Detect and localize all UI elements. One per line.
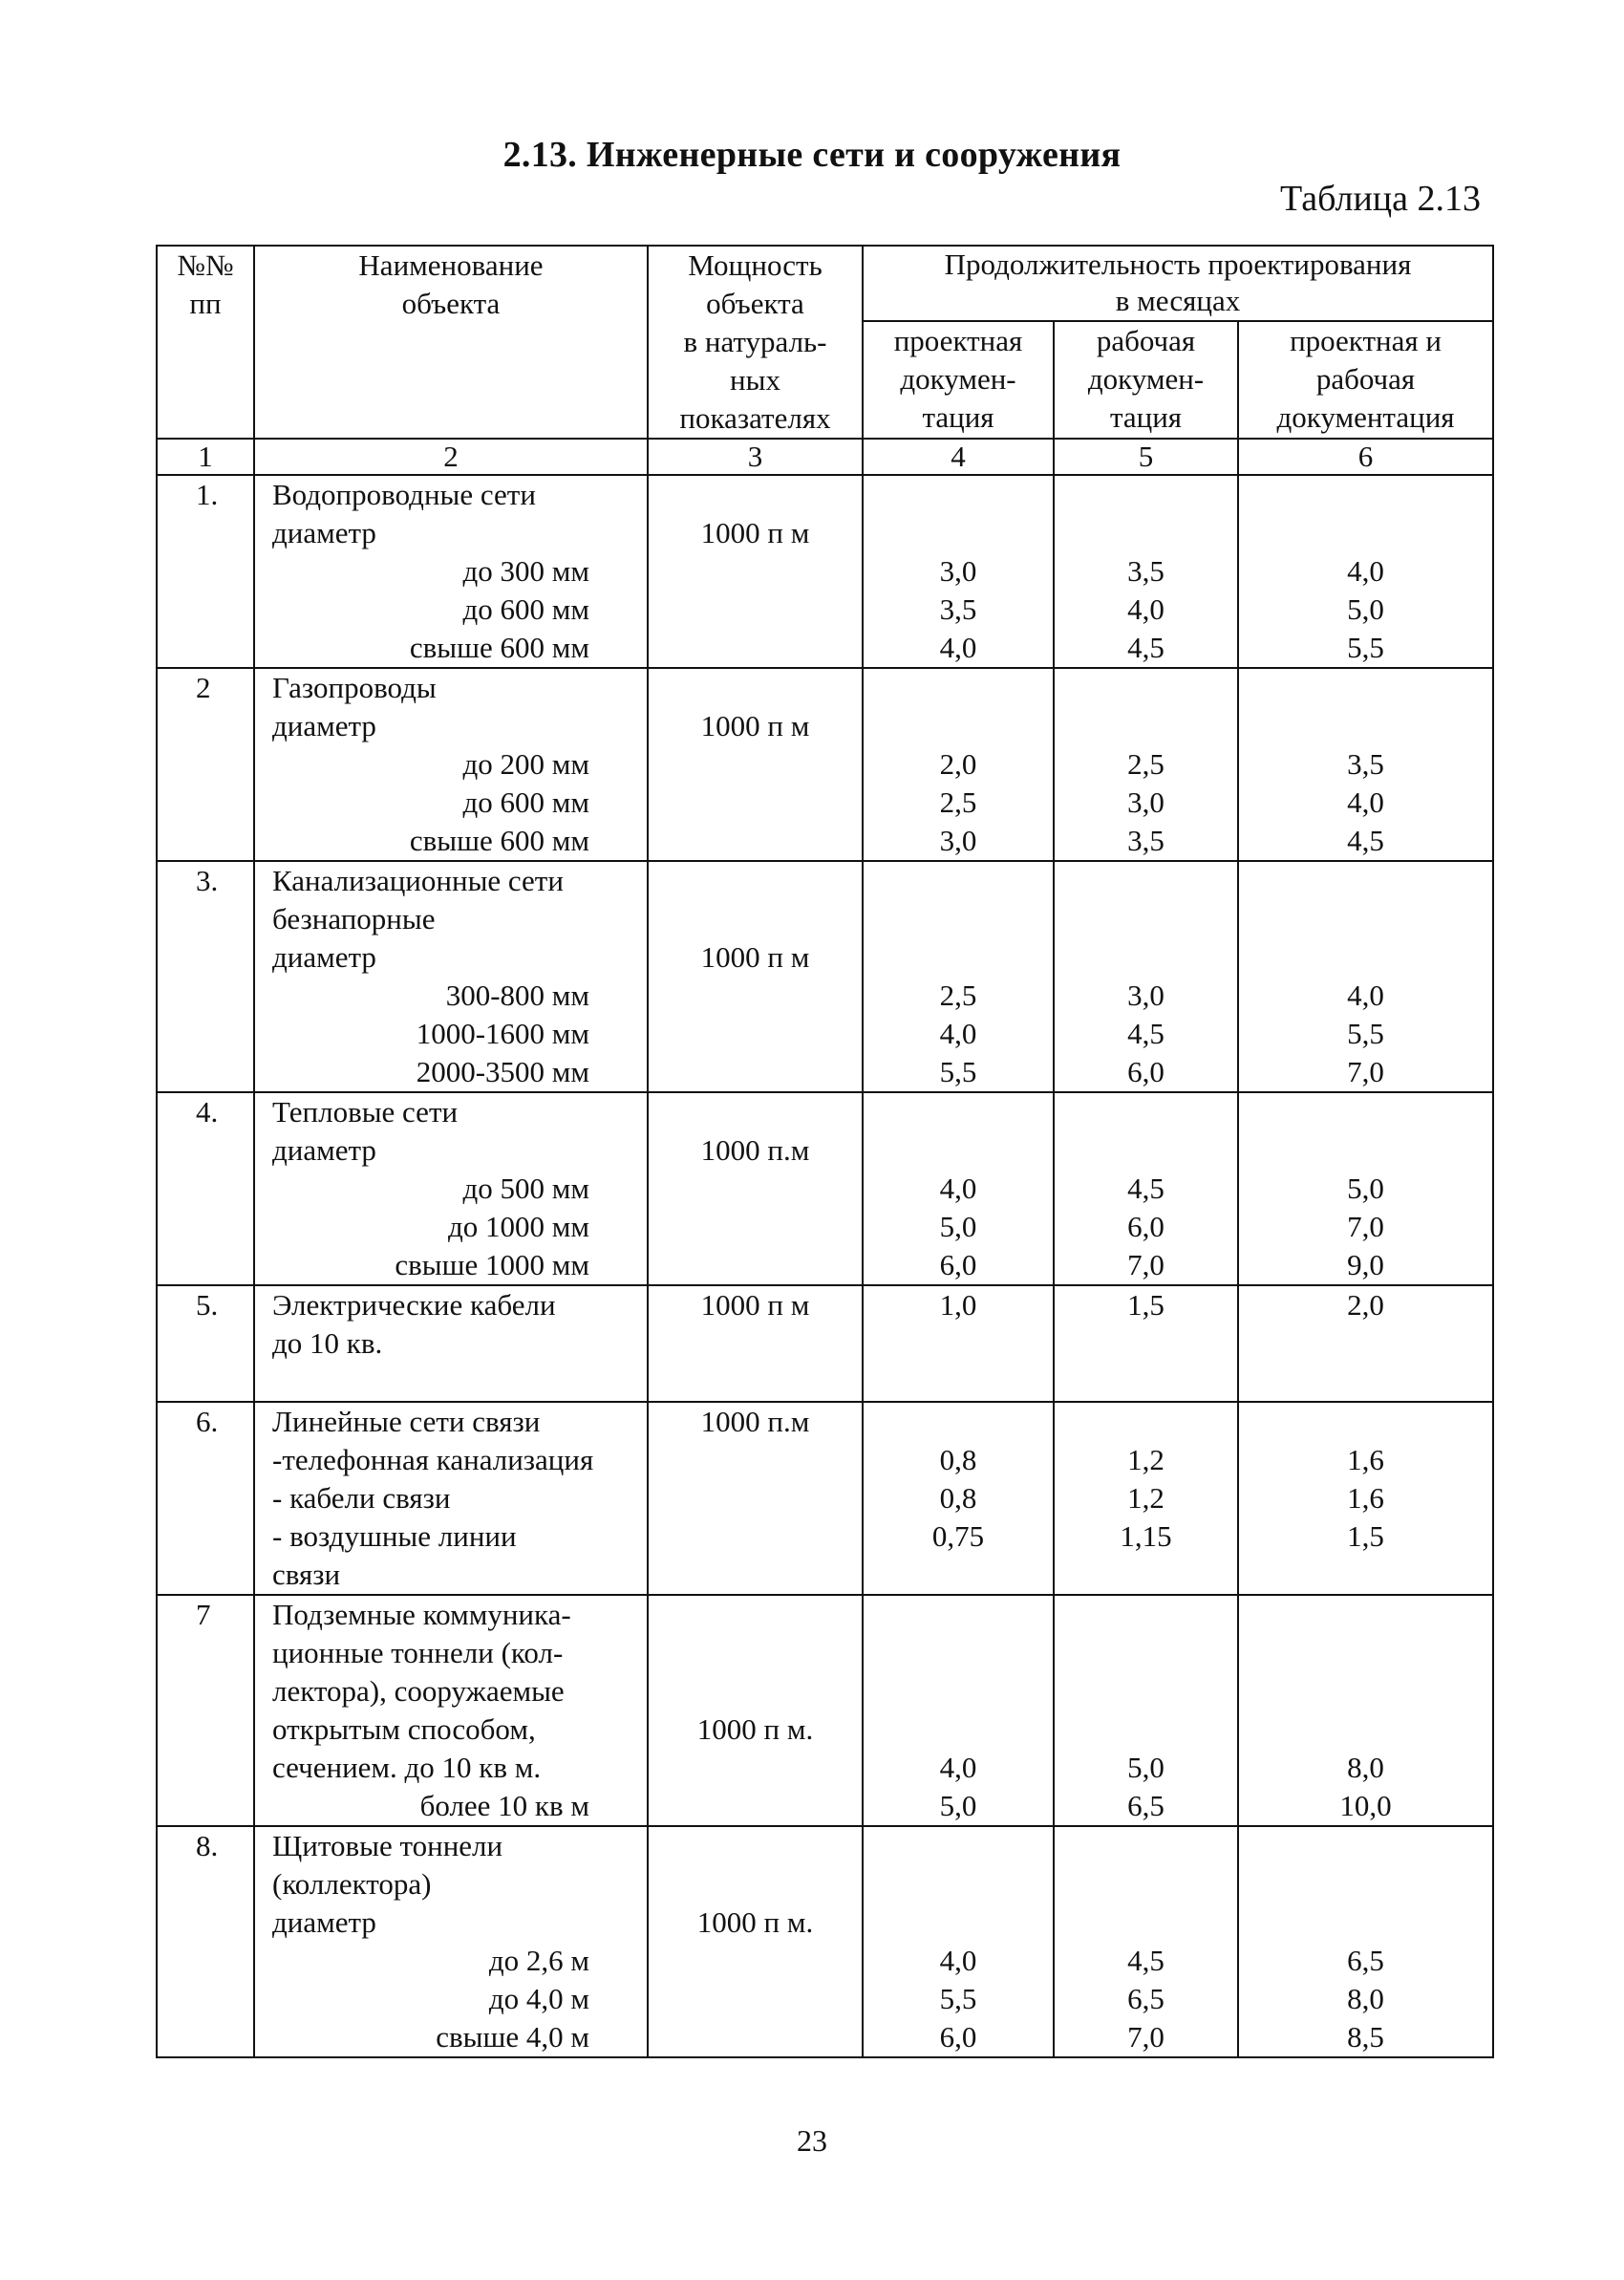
working-doc-value: 6,0 — [1127, 1210, 1165, 1243]
both-doc-value: 9,0 — [1347, 1248, 1384, 1281]
row-number: 1. — [157, 475, 254, 668]
diameter-label: свыше 600 мм — [409, 631, 589, 664]
object-name-cell — [254, 861, 648, 1092]
object-name: Электрические кабели — [272, 1288, 556, 1322]
both-doc-value: 4,5 — [1347, 824, 1384, 857]
header-working-doc-cell — [1054, 321, 1238, 439]
header-duration-line: Продолжительность проектирования — [944, 247, 1412, 281]
column-number: 2 — [254, 439, 648, 475]
project-doc-value: 4,0 — [939, 1017, 977, 1050]
capacity-value: 1000 п м — [700, 516, 810, 549]
capacity-cell — [648, 1402, 863, 1595]
capacity-cell — [648, 1285, 863, 1402]
capacity-cell — [648, 475, 863, 668]
column-number: 1 — [157, 439, 254, 475]
project-doc-cell — [863, 668, 1054, 861]
project-doc-value: 6,0 — [939, 1248, 977, 1281]
object-name: диаметр — [272, 940, 376, 974]
header-project-line: проектная — [893, 323, 1023, 357]
header-duration-line: в месяцах — [1115, 284, 1241, 317]
object-name-cell — [254, 1092, 648, 1285]
both-doc-cell — [1238, 1826, 1493, 2057]
object-name: ционные тоннели (кол- — [272, 1636, 564, 1669]
object-name: Водопроводные сети — [272, 478, 536, 511]
working-doc-value: 6,5 — [1127, 1789, 1165, 1822]
object-name: диаметр — [272, 516, 376, 549]
both-doc-value: 4,0 — [1347, 554, 1384, 588]
object-name-cell — [254, 475, 648, 668]
project-doc-value: 5,0 — [939, 1789, 977, 1822]
working-doc-value: 4,5 — [1127, 1172, 1165, 1205]
working-doc-value: 4,0 — [1127, 592, 1165, 626]
both-doc-value: 4,0 — [1347, 785, 1384, 819]
working-doc-value: 1,15 — [1120, 1519, 1172, 1553]
header-working-line: тация — [1109, 399, 1183, 434]
project-doc-value: 2,0 — [939, 747, 977, 781]
diameter-label: до 600 мм — [462, 592, 589, 626]
object-name-cell — [254, 1826, 648, 2057]
sub-item-label: сечением. до 10 кв м. — [272, 1751, 542, 1784]
project-doc-cell — [863, 1402, 1054, 1595]
header-working-line: докумен- — [1087, 361, 1205, 396]
diameter-label: свыше 4,0 м — [436, 2020, 589, 2054]
object-name: диаметр — [272, 1905, 376, 1939]
sub-item-label: - воздушные линии — [272, 1519, 517, 1553]
header-working-line: рабочая — [1096, 323, 1196, 357]
diameter-label: 2000-3500 мм — [416, 1055, 589, 1088]
both-doc-value: 2,0 — [1347, 1288, 1384, 1322]
column-number: 6 — [1238, 439, 1493, 475]
working-doc-value: 3,5 — [1127, 824, 1165, 857]
table-label: Таблица 2.13 — [1279, 179, 1481, 219]
sub-item-label: связи — [272, 1558, 341, 1591]
diameter-label: до 600 мм — [462, 785, 589, 819]
table-header-row — [157, 246, 1493, 321]
project-doc-value: 3,5 — [939, 592, 977, 626]
header-name-cell — [254, 246, 648, 439]
capacity-cell — [648, 1826, 863, 2057]
object-name-cell — [254, 1285, 648, 1402]
both-doc-value: 8,0 — [1347, 1982, 1384, 2015]
object-name: (коллектора) — [272, 1867, 432, 1901]
working-doc-value: 7,0 — [1127, 1248, 1165, 1281]
project-doc-value: 0,8 — [939, 1481, 977, 1515]
object-name: лектора), сооружаемые — [272, 1674, 565, 1708]
both-doc-value: 5,0 — [1347, 1172, 1384, 1205]
both-doc-value: 5,5 — [1347, 631, 1384, 664]
project-doc-value: 1,0 — [939, 1288, 977, 1322]
project-doc-value: 0,75 — [931, 1519, 985, 1553]
object-name: Щитовые тоннели — [272, 1829, 503, 1862]
header-name-line: объекта — [401, 287, 501, 320]
row-number: 3. — [157, 861, 254, 1092]
section-heading: 2.13. Инженерные сети и сооружения — [502, 135, 1122, 175]
diameter-label: свыше 600 мм — [409, 824, 589, 857]
working-doc-cell — [1054, 861, 1238, 1092]
both-doc-cell — [1238, 1285, 1493, 1402]
object-name: Канализационные сети — [272, 864, 564, 897]
table-row-communication-lines — [157, 1402, 1493, 1595]
capacity-cell — [648, 1595, 863, 1826]
header-both-line: документация — [1276, 399, 1455, 434]
object-name-cell — [254, 1402, 648, 1595]
diameter-label: до 300 мм — [462, 554, 589, 588]
both-doc-cell — [1238, 1595, 1493, 1826]
project-doc-value: 5,5 — [939, 1055, 977, 1088]
both-doc-cell — [1238, 668, 1493, 861]
diameter-label: до 4,0 м — [488, 1982, 589, 2015]
both-doc-value: 1,6 — [1347, 1443, 1384, 1476]
row-number: 7 — [157, 1595, 254, 1826]
project-doc-value: 4,0 — [939, 1944, 977, 1977]
project-doc-value: 4,0 — [939, 1172, 977, 1205]
header-project-line: докумен- — [900, 361, 1016, 396]
working-doc-value: 6,0 — [1127, 1055, 1165, 1088]
working-doc-value: 3,0 — [1127, 785, 1165, 819]
capacity-cell — [648, 861, 863, 1092]
object-name: Газопроводы — [272, 671, 437, 704]
header-project-line: тация — [922, 399, 994, 434]
sub-item-label: -телефонная канализация — [272, 1443, 594, 1476]
project-doc-cell — [863, 475, 1054, 668]
working-doc-value: 6,5 — [1127, 1982, 1165, 2015]
working-doc-cell — [1054, 1092, 1238, 1285]
page-number: 23 — [797, 2123, 827, 2158]
working-doc-value: 4,5 — [1127, 1017, 1165, 1050]
header-project-doc-cell — [863, 321, 1054, 439]
column-number: 5 — [1054, 439, 1238, 475]
both-doc-value: 3,5 — [1347, 747, 1384, 781]
both-doc-value: 7,0 — [1347, 1055, 1384, 1088]
both-doc-value: 8,0 — [1347, 1751, 1384, 1784]
working-doc-cell — [1054, 1595, 1238, 1826]
header-capacity-line: Мощность — [688, 248, 823, 282]
object-name: до 10 кв. — [272, 1326, 383, 1360]
header-capacity-line: ных — [730, 363, 780, 397]
header-duration-cell — [863, 246, 1493, 321]
header-both-line: рабочая — [1315, 361, 1416, 396]
object-name: Линейные сети связи — [272, 1405, 541, 1438]
working-doc-cell — [1054, 1826, 1238, 2057]
row-number: 4. — [157, 1092, 254, 1285]
table-row-water-supply — [157, 475, 1493, 668]
diameter-label: до 200 мм — [462, 747, 589, 781]
diameter-label: 1000-1600 мм — [416, 1017, 589, 1050]
header-capacity-cell — [648, 246, 863, 439]
capacity-value: 1000 п.м — [700, 1133, 810, 1167]
table-row-shield-tunnels — [157, 1826, 1493, 2057]
capacity-cell — [648, 668, 863, 861]
header-num-line: №№ — [177, 248, 234, 282]
project-doc-value: 2,5 — [939, 979, 977, 1012]
header-num-line: пп — [189, 287, 222, 320]
header-capacity-line: в натураль- — [683, 325, 827, 358]
working-doc-value: 1,2 — [1127, 1443, 1165, 1476]
column-number: 3 — [648, 439, 863, 475]
project-doc-cell — [863, 1595, 1054, 1826]
working-doc-value: 3,0 — [1127, 979, 1165, 1012]
table-row-underground-tunnels — [157, 1595, 1493, 1826]
working-doc-value: 1,5 — [1127, 1288, 1165, 1322]
working-doc-value: 2,5 — [1127, 747, 1165, 781]
column-number: 4 — [863, 439, 1054, 475]
header-name-line: Наименование — [358, 248, 544, 282]
working-doc-value: 4,5 — [1127, 1944, 1165, 1977]
working-doc-cell — [1054, 668, 1238, 861]
working-doc-cell — [1054, 475, 1238, 668]
both-doc-value: 7,0 — [1347, 1210, 1384, 1243]
object-name-cell — [254, 668, 648, 861]
working-doc-value: 3,5 — [1127, 554, 1165, 588]
working-doc-value: 5,0 — [1127, 1751, 1165, 1784]
both-doc-value: 5,0 — [1347, 592, 1384, 626]
capacity-cell — [648, 1092, 863, 1285]
header-both-line: проектная и — [1290, 323, 1442, 357]
project-doc-cell — [863, 1826, 1054, 2057]
project-doc-cell — [863, 861, 1054, 1092]
project-doc-value: 0,8 — [939, 1443, 977, 1476]
object-name: Тепловые сети — [272, 1095, 459, 1129]
diameter-label: до 500 мм — [462, 1172, 589, 1205]
working-doc-value: 4,5 — [1127, 631, 1165, 664]
header-capacity-line: показателях — [679, 401, 831, 435]
table-row-heating-networks — [157, 1092, 1493, 1285]
project-doc-value: 5,0 — [939, 1210, 977, 1243]
project-doc-value: 3,0 — [939, 554, 977, 588]
object-name: диаметр — [272, 1133, 376, 1167]
capacity-value: 1000 п м — [700, 940, 810, 974]
diameter-label: 300-800 мм — [445, 979, 589, 1012]
project-doc-value: 4,0 — [939, 1751, 977, 1784]
object-name-cell — [254, 1595, 648, 1826]
object-name: открытым способом, — [272, 1712, 536, 1746]
column-number-row — [157, 439, 1493, 475]
both-doc-value: 4,0 — [1347, 979, 1384, 1012]
capacity-value: 1000 п м. — [696, 1712, 814, 1746]
row-number: 8. — [157, 1826, 254, 2057]
both-doc-cell — [1238, 861, 1493, 1092]
working-doc-cell — [1054, 1285, 1238, 1402]
engineering-networks-table — [156, 245, 1494, 2058]
both-doc-cell — [1238, 1402, 1493, 1595]
both-doc-cell — [1238, 475, 1493, 668]
working-doc-cell — [1054, 1402, 1238, 1595]
both-doc-value: 1,5 — [1347, 1519, 1384, 1553]
table-row-gas-pipelines — [157, 668, 1493, 861]
project-doc-value: 3,0 — [939, 824, 977, 857]
both-doc-value: 1,6 — [1347, 1481, 1384, 1515]
project-doc-value: 5,5 — [939, 1982, 977, 2015]
project-doc-value: 2,5 — [939, 785, 977, 819]
project-doc-cell — [863, 1285, 1054, 1402]
capacity-value: 1000 п.м — [700, 1405, 810, 1438]
table-row-electric-cables — [157, 1285, 1493, 1402]
table-row-sewer-networks — [157, 861, 1493, 1092]
header-capacity-line: объекта — [706, 287, 804, 320]
row-number: 5. — [157, 1285, 254, 1402]
row-number: 2 — [157, 668, 254, 861]
project-doc-value: 6,0 — [939, 2020, 977, 2054]
diameter-label: свыше 1000 мм — [395, 1248, 589, 1281]
project-doc-value: 4,0 — [939, 631, 977, 664]
object-name: диаметр — [272, 709, 376, 742]
both-doc-value: 10,0 — [1339, 1789, 1392, 1822]
row-number: 6. — [157, 1402, 254, 1595]
diameter-label: до 1000 мм — [447, 1210, 589, 1243]
capacity-value: 1000 п м. — [696, 1905, 814, 1939]
both-doc-cell — [1238, 1092, 1493, 1285]
object-name: безнапорные — [272, 902, 436, 936]
both-doc-value: 5,5 — [1347, 1017, 1384, 1050]
project-doc-cell — [863, 1092, 1054, 1285]
capacity-value: 1000 п м — [700, 709, 810, 742]
sub-item-label: более 10 кв м — [419, 1789, 589, 1822]
header-both-doc-cell — [1238, 321, 1493, 439]
diameter-label: до 2,6 м — [488, 1944, 589, 1977]
sub-item-label: - кабели связи — [272, 1481, 451, 1515]
capacity-value: 1000 п м — [700, 1288, 810, 1322]
header-num-cell — [157, 246, 254, 439]
object-name: Подземные коммуника- — [272, 1598, 571, 1631]
both-doc-value: 8,5 — [1347, 2020, 1384, 2054]
both-doc-value: 6,5 — [1347, 1944, 1384, 1977]
working-doc-value: 1,2 — [1127, 1481, 1165, 1515]
working-doc-value: 7,0 — [1127, 2020, 1165, 2054]
